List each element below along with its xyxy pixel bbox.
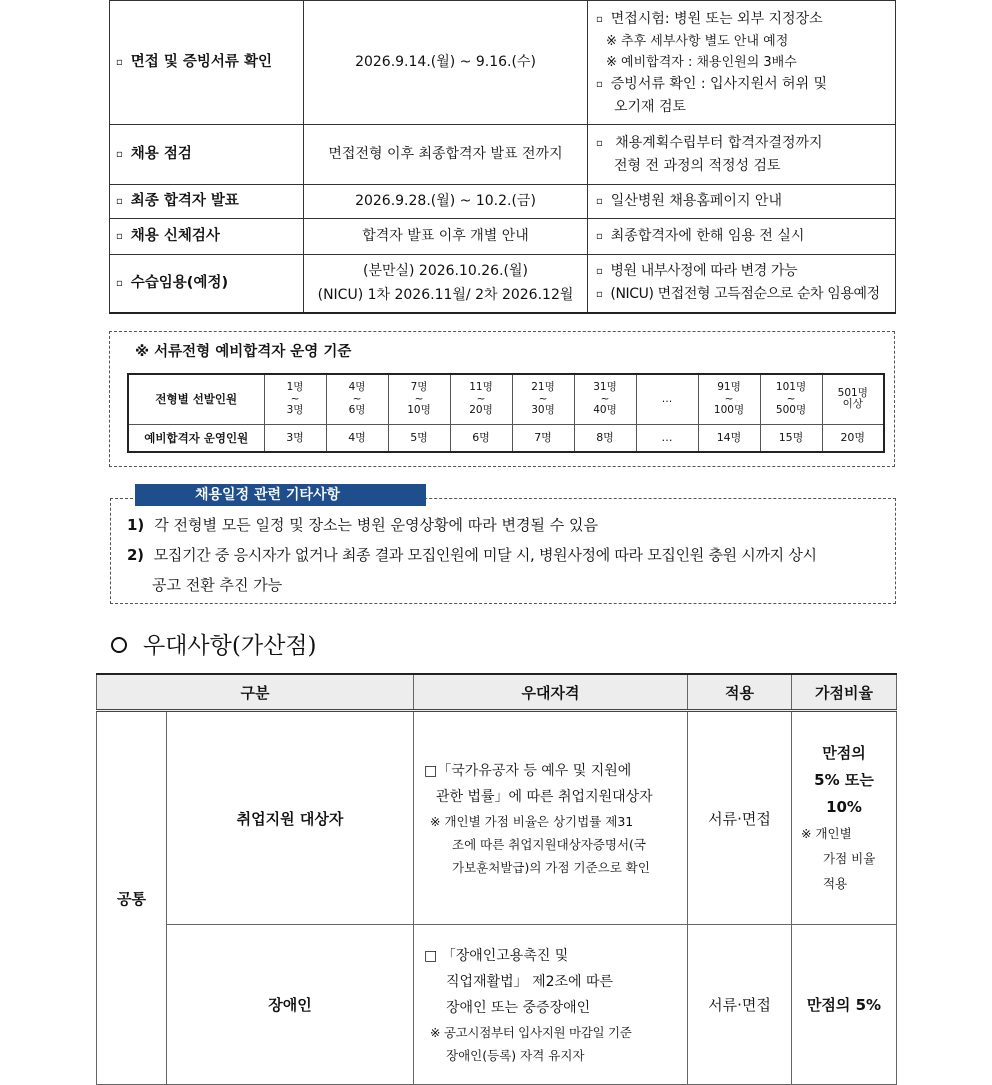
date-cell: 2026.9.28.(월) ~ 10.2.(금) <box>304 185 588 219</box>
note-cell: ▫ 일산병원 채용홈페이지 안내 <box>588 185 896 219</box>
reserve-count-row <box>128 424 884 452</box>
target-name: 장애인 <box>167 925 414 1085</box>
stage-cell: ▫ 수습임용(예정) <box>110 255 304 313</box>
note-line: ▫ 채용계획수립부터 합격자결정까지 <box>596 135 823 151</box>
stage-cell: ▫ 면접 및 증빙서류 확인 <box>110 1 304 125</box>
reserve-count-cell: 8명 <box>574 424 636 452</box>
selection-range-cell: 91명 ~ 100명 <box>698 374 760 424</box>
selection-range-cell: … <box>636 374 698 424</box>
apply-cell: 서류·면접 <box>688 925 792 1085</box>
column-header: 우대자격 <box>414 674 688 711</box>
note-cell <box>588 1 896 125</box>
column-header: 가점비율 <box>792 674 897 711</box>
other-notes-heading: 채용일정 관련 기타사항 <box>135 484 426 506</box>
stage-cell: ▫ 최종 합격자 발표 <box>110 185 304 219</box>
note-subline: ※ 예비합격자 : 채용인원의 3배수 <box>606 54 797 70</box>
date-cell: 합격자 발표 이후 개별 안내 <box>304 219 588 255</box>
apply-cell: 서류·면접 <box>688 711 792 925</box>
stage-cell: ▫ 채용 점검 <box>110 125 304 185</box>
selection-count-row <box>128 374 884 424</box>
note-line-cont: 오기재 검토 <box>614 98 687 115</box>
list-item: 1) 각 전형별 모든 일정 및 장소는 병원 운영상황에 따라 변경될 수 있음 <box>127 516 598 534</box>
reserve-criteria-table <box>127 373 885 453</box>
table-row <box>97 925 897 1085</box>
reserve-count-cell: 3명 <box>264 424 326 452</box>
target-name: 취업지원 대상자 <box>167 711 414 925</box>
schedule-row <box>110 185 896 219</box>
other-notes-box <box>110 498 896 604</box>
schedule-row <box>110 125 896 185</box>
date-cell: 면접전형 이후 최종합격자 발표 전까지 <box>304 125 588 185</box>
selection-range-cell: 11명 ~ 20명 <box>450 374 512 424</box>
other-notes-list <box>127 513 883 597</box>
section-title: 우대사항(가산점) <box>143 633 317 659</box>
reserve-criteria-title: ※ 서류전형 예비합격자 운영 기준 <box>135 344 352 360</box>
qualification-cell: □「국가유공자 등 예우 및 지원에 관한 법률」에 따른 취업지원대상자 ※ 개인별 가점 비율은 상기법률 제31 조에 따른 취업지원대상자증명서(국 가보훈처발급)의 가점 기준으로 확인 <box>414 711 688 925</box>
table-row <box>97 711 897 925</box>
table-header-row <box>97 674 897 711</box>
row-header: 전형별 선발인원 <box>128 374 264 424</box>
note-cell: ▫ 최종합격자에 한해 임용 전 실시 <box>588 219 896 255</box>
qualification-cell: □ 「장애인고용촉진 및 직업재활법」 제2조에 따른 장애인 또는 중증장애인 ※ 공고시점부터 입사지원 마감일 기준 장애인(등록) 자격 유지자 <box>414 925 688 1085</box>
selection-range-cell: 7명 ~ 10명 <box>388 374 450 424</box>
note-cell <box>588 125 896 185</box>
list-item: 2) 모집기간 중 응시자가 없거나 최종 결과 모집인원에 미달 시, 병원사정에 따라 모집인원 충원 시까지 상시 <box>127 546 817 564</box>
note-line: ▫ 면접시험: 병원 또는 외부 지정장소 <box>596 10 823 27</box>
schedule-row <box>110 255 896 313</box>
preference-table <box>96 673 897 1085</box>
list-item-cont: 공고 전환 추진 가능 <box>152 576 283 594</box>
selection-range-cell: 1명 ~ 3명 <box>264 374 326 424</box>
ratio-cell: 만점의 5% 또는 10% ※ 개인별 가점 비율 적용 <box>792 711 897 925</box>
note-line-cont: 전형 전 과정의 적정성 검토 <box>614 158 781 174</box>
selection-range-cell: 4명 ~ 6명 <box>326 374 388 424</box>
date-cell: (분만실) 2026.10.26.(월) (NICU) 1차 2026.11월/ 2차 2026.12월 <box>304 255 588 313</box>
note-subline: ※ 추후 세부사항 별도 안내 예정 <box>606 33 789 49</box>
column-header: 적용 <box>688 674 792 711</box>
stage-cell: ▫ 채용 신체검사 <box>110 219 304 255</box>
column-header: 구분 <box>97 674 414 711</box>
reserve-count-cell: 14명 <box>698 424 760 452</box>
category-cell: 공통 <box>97 711 167 1085</box>
section-bullet-icon <box>111 637 127 653</box>
selection-range-cell: 101명 ~ 500명 <box>760 374 822 424</box>
selection-range-cell: 31명 ~ 40명 <box>574 374 636 424</box>
row-header: 예비합격자 운영인원 <box>128 424 264 452</box>
reserve-count-cell: 5명 <box>388 424 450 452</box>
schedule-table <box>109 0 896 314</box>
reserve-count-cell: 7명 <box>512 424 574 452</box>
date-cell: 2026.9.14.(월) ~ 9.16.(수) <box>304 1 588 125</box>
note-cell: ▫ 병원 내부사정에 따라 변경 가능 ▫ (NICU) 면접전형 고득점순으로 순차 임용예정 <box>588 255 896 313</box>
schedule-row <box>110 219 896 255</box>
note-line: ▫ 증빙서류 확인 : 입사지원서 허위 및 <box>596 75 828 92</box>
reserve-count-cell: 20명 <box>822 424 884 452</box>
reserve-count-cell: 6명 <box>450 424 512 452</box>
ratio-cell: 만점의 5% <box>792 925 897 1085</box>
reserve-count-cell: 15명 <box>760 424 822 452</box>
selection-range-cell: 501명 이상 <box>822 374 884 424</box>
schedule-row <box>110 1 896 125</box>
reserve-count-cell: … <box>636 424 698 452</box>
reserve-count-cell: 4명 <box>326 424 388 452</box>
selection-range-cell: 21명 ~ 30명 <box>512 374 574 424</box>
